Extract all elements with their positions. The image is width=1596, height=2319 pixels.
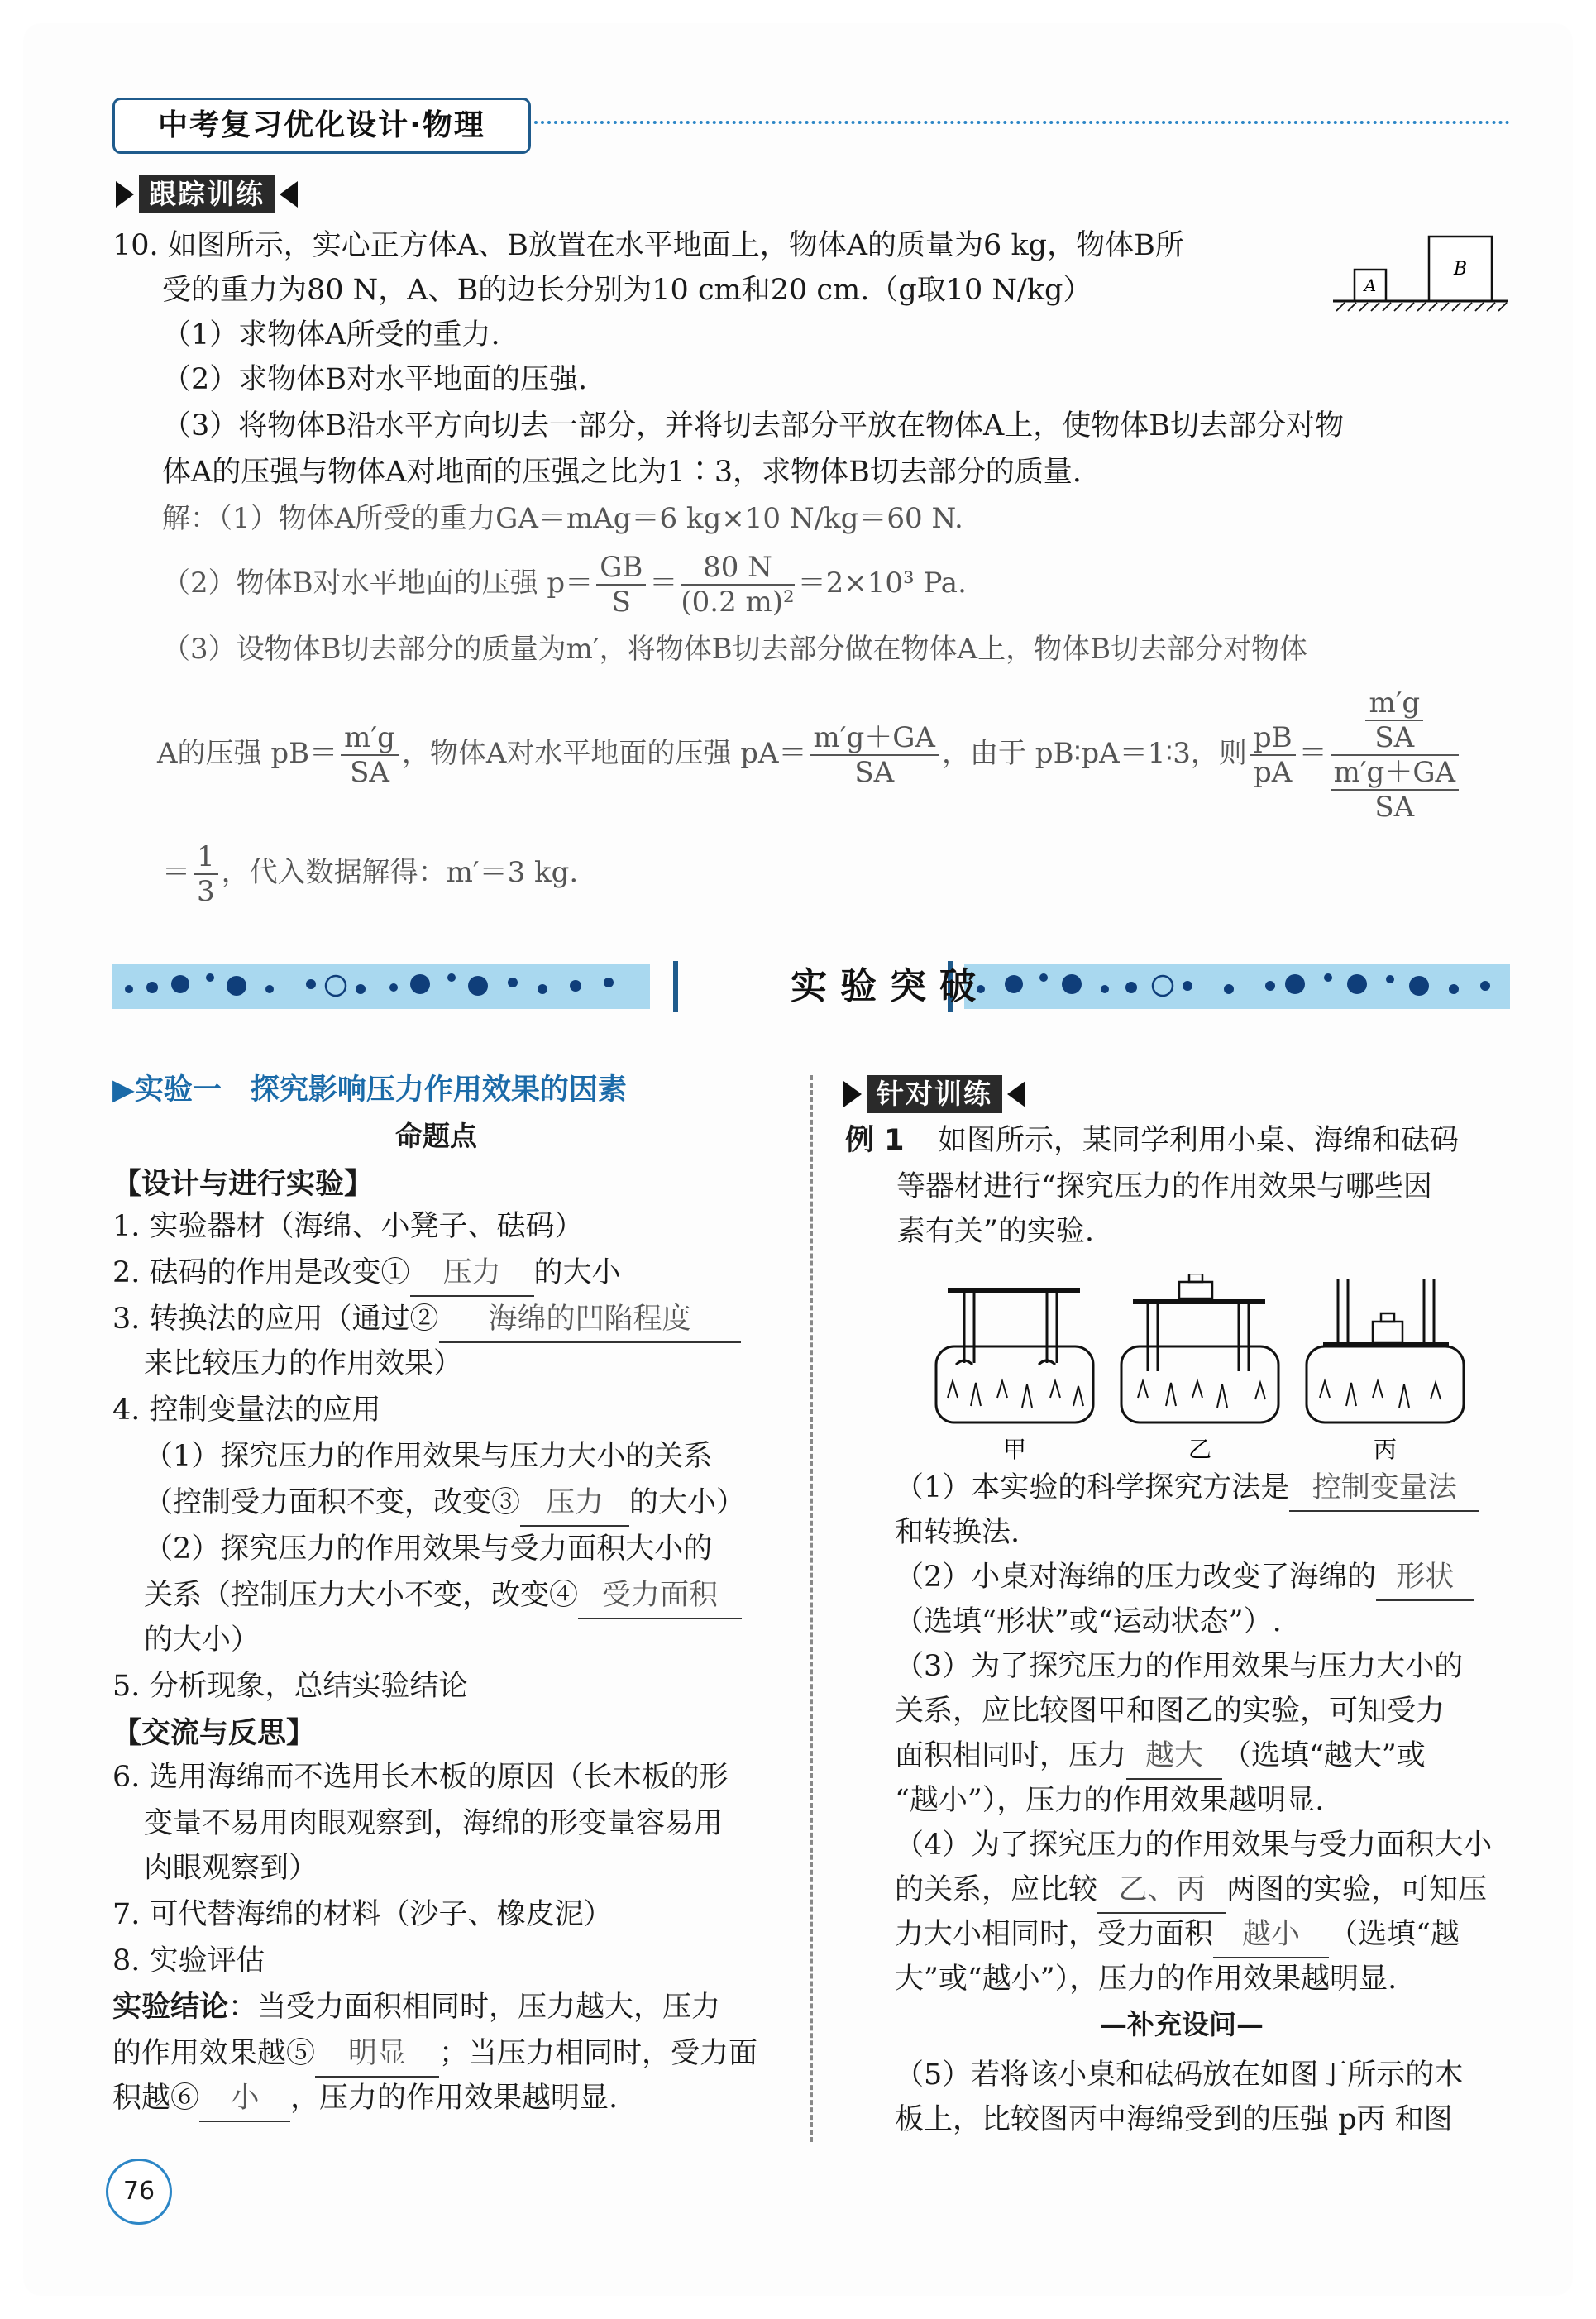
q4-post: 两图的实验，可知压 bbox=[1226, 1873, 1488, 1906]
q2-pre: （2）小桌对海绵的压力改变了海绵的 bbox=[895, 1561, 1377, 1594]
section-banner bbox=[112, 964, 1510, 1009]
practice-tag-label: 针对训练 bbox=[867, 1075, 1002, 1113]
figure-label-jia: 甲 bbox=[1002, 1436, 1027, 1463]
q4-line-2 bbox=[895, 1867, 1487, 1914]
s3-f1-num: m′g bbox=[341, 721, 399, 756]
item-4-a: （1）探究压力的作用效果与压力大小的关系 bbox=[144, 1440, 713, 1473]
q10-line-6: 体A的压强与物体A对地面的压强之比为1∶3，求物体B切去部分的质量. bbox=[162, 456, 1082, 489]
practice-arrow-right-icon bbox=[843, 1081, 862, 1107]
s3-c: ，由于 pB∶pA＝1∶3，则 bbox=[942, 737, 1247, 770]
solution-step-3-line-2 bbox=[157, 686, 1462, 824]
item-8: 8. 实验评估 bbox=[112, 1944, 265, 1977]
s3-f1-den: SA bbox=[350, 756, 389, 789]
q10-line-1: 10. 如图所示，实心正方体A、B放置在水平地面上，物体A的质量为6 kg，物体B所 bbox=[112, 229, 1184, 262]
item-4-e: 的大小） bbox=[144, 1623, 260, 1657]
column-divider bbox=[810, 1075, 813, 2142]
conclusion-label: 实验结论 bbox=[112, 1991, 229, 2024]
q3-line-3 bbox=[895, 1733, 1426, 1780]
s2-f2-num: 80 N bbox=[681, 551, 794, 586]
q10-cubes-figure bbox=[1330, 232, 1512, 314]
s2-eq: ＝ bbox=[649, 567, 678, 600]
item-4-b-pre: （控制受力面积不变，改变③ bbox=[144, 1486, 521, 1519]
item-6-b: 变量不易用肉眼观察到，海绵的形变量容易用 bbox=[144, 1807, 724, 1840]
item-4-d-pre: 关系（控制压力大小不变，改变④ bbox=[144, 1579, 579, 1612]
s3-f4-dn: m′g＋GA bbox=[1331, 756, 1459, 791]
s3-fraction-pb bbox=[341, 721, 399, 789]
answer-3: 压力 bbox=[520, 1480, 629, 1527]
example-line-3: 素有关”的实验. bbox=[896, 1215, 1095, 1248]
item-4: 4. 控制变量法的应用 bbox=[112, 1394, 381, 1427]
q10-line-5: （3）将物体B沿水平方向切去一部分，并将切去部分平放在物体A上，使物体B切去部分对物 bbox=[162, 409, 1344, 442]
tag-arrow-right-icon bbox=[116, 181, 134, 208]
q3-pre: 面积相同时，压力 bbox=[895, 1739, 1127, 1772]
q10-line-3: （1）求物体A所受的重力. bbox=[162, 318, 500, 351]
figure-label-bing: 丙 bbox=[1373, 1436, 1398, 1463]
s3-f4-denominator bbox=[1331, 756, 1459, 824]
solution-step-3-line-3 bbox=[162, 835, 578, 910]
q3-post: （选填“越大”或 bbox=[1222, 1739, 1426, 1772]
s3-f2-den: SA bbox=[854, 756, 895, 789]
item-4-b-post: 的大小） bbox=[629, 1486, 746, 1519]
q3-line-1: （3）为了探究压力的作用效果与压力大小的 bbox=[895, 1650, 1464, 1683]
ground-hatch bbox=[1336, 303, 1507, 311]
item-7: 7. 可代替海绵的材料（沙子、橡皮泥） bbox=[112, 1898, 613, 1931]
s3-eq: ＝ bbox=[1298, 737, 1327, 770]
cube-a-label: A bbox=[1364, 275, 1377, 295]
q4-line-4: 大”或“越小”），压力的作用效果越明显. bbox=[895, 1963, 1398, 1996]
experiment-title: ▶实验一 探究影响压力作用效果的因素 bbox=[112, 1073, 627, 1107]
answer-q4-figures: 乙、丙 bbox=[1097, 1867, 1226, 1914]
tag-arrow-left-icon bbox=[280, 181, 298, 208]
tracking-tag-label: 跟踪训练 bbox=[139, 175, 275, 213]
q4-pre: 的关系，应比较 bbox=[895, 1873, 1098, 1906]
conclusion-text-1: ：当受力面积相同时，压力越大，压力 bbox=[228, 1991, 721, 2024]
solution-step-3-line-1: （3）设物体B切去部分的质量为m′，将物体B切去部分做在物体A上，物体B切去部分对物体 bbox=[162, 633, 1308, 666]
conclusion-3-post: ，压力的作用效果越明显. bbox=[290, 2082, 619, 2115]
header-dotted-rule bbox=[534, 121, 1510, 124]
s3-fraction-pa bbox=[810, 721, 939, 789]
conclusion-3-pre: 积越⑥ bbox=[112, 2082, 200, 2115]
s3-f4-numerator bbox=[1331, 686, 1459, 756]
example-line-2: 等器材进行“探究压力的作用效果与哪些因 bbox=[896, 1170, 1432, 1203]
item-3-line-2: 来比较压力的作用效果） bbox=[144, 1347, 463, 1380]
supplementary-heading: —补充设问— bbox=[1100, 2008, 1264, 2040]
practice-tag bbox=[843, 1075, 1025, 1113]
conclusion-line-2 bbox=[112, 2031, 757, 2078]
s3-f4-nn: m′g bbox=[1365, 686, 1423, 721]
q4-line-3 bbox=[895, 1912, 1460, 1958]
example-line-1: 如图所示，某同学利用小桌、海绵和砝码 bbox=[938, 1124, 1460, 1157]
s3-b: ，物体A对水平地面的压强 pA＝ bbox=[401, 737, 807, 770]
s3-f4-nd: SA bbox=[1374, 721, 1415, 754]
item-3-pre: 3. 转换法的应用（通过② bbox=[112, 1303, 439, 1336]
solution-step-1: 解：（1）物体A所受的重力GA＝mAg＝6 kg×10 N/kg＝60 N. bbox=[162, 502, 963, 535]
q5-line-2: 板上，比较图丙中海绵受到的压强 p丙 和图 bbox=[895, 2103, 1453, 2136]
conclusion-2-post: ；当压力相同时，受力面 bbox=[439, 2037, 758, 2070]
s2-suffix: ＝2×10³ Pa. bbox=[797, 567, 967, 600]
item-3 bbox=[112, 1297, 741, 1343]
answer-2: 海绵的凹陷程度 bbox=[439, 1297, 741, 1343]
s3-f5-num: 1 bbox=[194, 840, 218, 875]
s2-fraction-2 bbox=[681, 551, 794, 619]
tracking-tag bbox=[116, 175, 298, 213]
answer-q3: 越大 bbox=[1126, 1733, 1222, 1780]
answer-6: 小 bbox=[199, 2076, 290, 2122]
q5-line-1: （5）若将该小桌和砝码放在如图丁所示的木 bbox=[895, 2058, 1464, 2092]
s3-last-suffix: ，代入数据解得：m′＝3 kg. bbox=[221, 856, 579, 889]
s2-prefix: （2）物体B对水平地面的压强 p＝ bbox=[162, 567, 594, 600]
page-number: 76 bbox=[106, 2159, 172, 2225]
conclusion-line-3 bbox=[112, 2076, 618, 2122]
s3-f2-num: m′g＋GA bbox=[810, 721, 939, 756]
s3-f3-den: pA bbox=[1254, 756, 1293, 789]
q10-line-2: 受的重力为80 N，A、B的边长分别为10 cm和20 cm.（g取10 N/kg） bbox=[162, 274, 1092, 307]
q2-line-1 bbox=[895, 1555, 1474, 1601]
topic-subtitle: 命题点 bbox=[395, 1120, 477, 1152]
sponge-yi bbox=[1121, 1346, 1278, 1422]
conclusion-line-1 bbox=[112, 1985, 720, 2030]
q4-line-1: （4）为了探究压力的作用效果与受力面积大小 bbox=[895, 1829, 1493, 1862]
s3-a: A的压强 pB＝ bbox=[157, 737, 338, 770]
banner-title: 实验突破 bbox=[791, 965, 989, 1007]
q1-line-2: 和转换法. bbox=[895, 1516, 1020, 1549]
s2-f1-num: GB bbox=[596, 551, 646, 586]
s3-compound-fraction bbox=[1331, 686, 1459, 824]
q3-line-2: 关系，应比较图甲和图乙的实验，可知受力 bbox=[895, 1695, 1445, 1728]
header-title: 中考复习优化设计·物理 bbox=[112, 98, 531, 154]
q3-line-4: “越小”），压力的作用效果越明显. bbox=[895, 1784, 1325, 1817]
item-6-a: 6. 选用海绵而不选用长木板的原因（长木板的形 bbox=[112, 1761, 729, 1794]
answer-4: 受力面积 bbox=[578, 1573, 742, 1619]
item-6-c: 肉眼观察到） bbox=[144, 1852, 318, 1885]
s2-f1-den: S bbox=[611, 586, 631, 619]
q4c-post: （选填“越 bbox=[1329, 1918, 1460, 1951]
item-2-post: 的大小 bbox=[533, 1256, 621, 1289]
item-2 bbox=[112, 1250, 621, 1297]
item-2-pre: 2. 砝码的作用是改变① bbox=[112, 1256, 410, 1289]
conclusion-2-pre: 的作用效果越⑤ bbox=[112, 2037, 316, 2070]
s3-f5-den: 3 bbox=[197, 875, 215, 908]
section-design: 【设计与进行实验】 bbox=[112, 1168, 374, 1201]
s2-f2-den: (0.2 m)² bbox=[681, 586, 795, 619]
q4c-pre: 力大小相同时，受力面积 bbox=[895, 1918, 1214, 1951]
item-4-c: （2）探究压力的作用效果与受力面积大小的 bbox=[144, 1532, 713, 1566]
practice-arrow-left-icon bbox=[1007, 1081, 1025, 1107]
cube-b-label: B bbox=[1453, 259, 1468, 280]
s3-f3-num: pB bbox=[1250, 721, 1296, 756]
s3-fraction-third bbox=[194, 840, 218, 908]
answer-5: 明显 bbox=[315, 2031, 439, 2078]
q2-line-2: （选填“形状”或“运动状态”）. bbox=[895, 1605, 1282, 1638]
figure-label-yi: 乙 bbox=[1187, 1436, 1212, 1463]
answer-q2: 形状 bbox=[1376, 1555, 1474, 1601]
section-reflection: 【交流与反思】 bbox=[112, 1717, 316, 1750]
item-4-b bbox=[144, 1480, 745, 1527]
q1-line-1 bbox=[895, 1466, 1479, 1512]
item-1: 1. 实验器材（海绵、小凳子、砝码） bbox=[112, 1210, 584, 1243]
s3-last-eq: ＝ bbox=[162, 856, 190, 889]
sponge-bing bbox=[1307, 1346, 1464, 1422]
solution-step-2 bbox=[162, 546, 967, 620]
s3-f4-dd: SA bbox=[1374, 791, 1415, 824]
item-5: 5. 分析现象，总结实验结论 bbox=[112, 1670, 468, 1703]
q1-pre: （1）本实验的科学探究方法是 bbox=[895, 1471, 1290, 1504]
answer-q4-area: 越小 bbox=[1213, 1912, 1329, 1958]
item-4-d bbox=[144, 1573, 742, 1619]
answer-1: 压力 bbox=[410, 1250, 534, 1297]
example-label: 例 1 bbox=[845, 1124, 905, 1157]
answer-q1: 控制变量法 bbox=[1289, 1466, 1479, 1512]
q10-line-4: （2）求物体B对水平地面的压强. bbox=[162, 363, 588, 396]
s2-fraction-1 bbox=[596, 551, 646, 619]
banner-left-separator bbox=[673, 961, 678, 1012]
s3-fraction-ratio bbox=[1250, 721, 1296, 789]
sponge-jia bbox=[936, 1346, 1093, 1422]
experiment-figures bbox=[931, 1274, 1477, 1464]
